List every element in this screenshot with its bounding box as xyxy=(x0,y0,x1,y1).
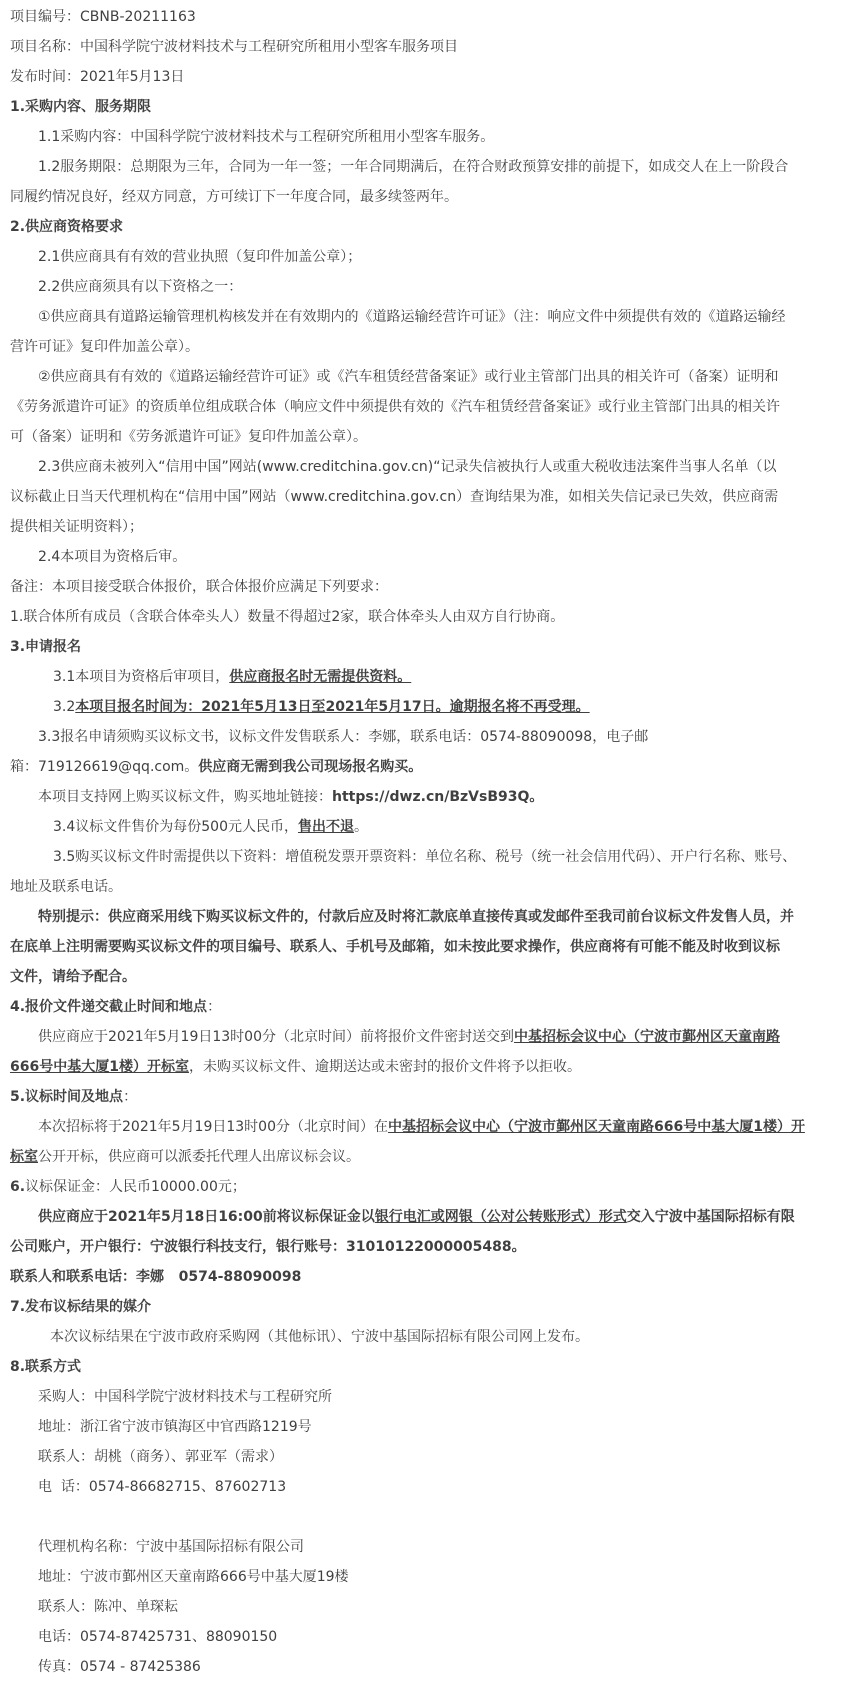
buyer-phone: 电 话：0574-86682715、87602713 xyxy=(38,1479,287,1495)
opening-line-2 xyxy=(10,1142,851,1172)
deposit-deadline: 供应商应于2021年5月18日16:00前将议标保证金以 xyxy=(38,1209,375,1225)
agency-phone: 电话：0574-87425731、88090150 xyxy=(38,1629,278,1645)
blank-spacer xyxy=(10,1502,851,1532)
registration-3-4 xyxy=(10,812,851,842)
section-6-number: 6. xyxy=(10,1179,26,1195)
registration-3-2-number: 3.2 xyxy=(53,699,76,715)
special-notice-line-1: 特别提示：供应商采用线下购买议标文件的，付款后应及时将汇款底单直接传真或发邮件至我司前台议标文件发售人员，并 xyxy=(38,909,794,925)
special-notice-line-2: 在底单上注明需要购买议标文件的项目编号、联系人、手机号及邮箱，如未按此要求操作，供应商将有可能不能及时收到议标 xyxy=(10,939,780,955)
section-7-title: 7.发布议标结果的媒介 xyxy=(10,1299,152,1315)
deadline-line-2 xyxy=(10,1052,851,1082)
registration-3-3-line-2 xyxy=(10,752,851,782)
section-4-title-text: 4.报价文件递交截止时间和地点 xyxy=(10,999,208,1015)
online-purchase-link[interactable]: https://dwz.cn/BzVsB93Q。 xyxy=(332,789,544,805)
deadline-text: 供应商应于2021年5月19日13时00分（北京时间）前将报价文件密封送交到 xyxy=(38,1029,514,1045)
deadline-venue-part-2: 666号中基大厦1楼）开标室 xyxy=(10,1059,189,1075)
buyer-contact: 联系人：胡桃（商务）、郭亚军（需求） xyxy=(38,1449,283,1465)
registration-3-4-text: 3.4议标文件售价为每份500元人民币， xyxy=(53,819,298,835)
section-6-title xyxy=(10,1172,851,1202)
project-name: 项目名称：中国科学院宁波材料技术与工程研究所租用小型客车服务项目 xyxy=(10,39,458,55)
opening-text: 本次招标将于2021年5月19日13时00分（北京时间）在 xyxy=(38,1119,388,1135)
option-2-line-3: 可（备案）证明和《劳务派遣许可证》复印件加盖公章）。 xyxy=(10,429,367,445)
registration-3-2-emphasis: 本项目报名时间为：2021年5月13日至2021年5月17日。逾期报名将不再受理。 xyxy=(75,699,590,715)
requirement-2-3-line-3: 提供相关证明资料）； xyxy=(10,519,143,535)
opening-venue-part-2: 标室 xyxy=(10,1149,38,1165)
service-period-line-2: 同履约情况良好，经双方同意，方可续订下一年度合同，最多续签两年。 xyxy=(10,189,458,205)
section-5-title-text: 5.议标时间及地点 xyxy=(10,1089,124,1105)
registration-3-3-emphasis: 供应商无需到我公司现场报名购买。 xyxy=(198,759,423,775)
online-purchase xyxy=(10,782,851,812)
section-8-title: 8.联系方式 xyxy=(10,1359,82,1375)
deposit-line-2: 公司账户，开户银行：宁波银行科技支行，银行账号：31010122000005488。 xyxy=(10,1239,526,1255)
section-5-title-colon: ： xyxy=(123,1089,138,1105)
consortium-note-1: 1.联合体所有成员（含联合体牵头人）数量不得超过2家，联合体牵头人由双方自行协商。 xyxy=(10,609,565,625)
requirement-2-3-line-2: 议标截止日当天代理机构在“信用中国”网站（www.creditchina.gov.cn）查询结果为准，如相关失信记录已失效，供应商需 xyxy=(10,489,779,505)
registration-3-5-line-2: 地址及联系电话。 xyxy=(10,879,122,895)
requirement-2-3-line-1: 2.3供应商未被列入“信用中国”网站(www.creditchina.gov.cn)“记录失信被执行人或重大税收违法案件当事人名单（以 xyxy=(38,459,777,475)
section-4-title-colon: ： xyxy=(207,999,222,1015)
deadline-venue-part-1: 中基招标会议中心（宁波市鄞州区天童南路 xyxy=(513,1029,780,1045)
result-media: 本次议标结果在宁波市政府采购网（其他标讯）、宁波中基国际招标有限公司网上发布。 xyxy=(50,1329,589,1345)
section-3-title: 3.申请报名 xyxy=(10,639,82,655)
deadline-line-1 xyxy=(10,1022,851,1052)
section-2-title: 2.供应商资格要求 xyxy=(10,219,124,235)
project-number: 项目编号：CBNB-20211163 xyxy=(10,9,196,25)
registration-3-1-emphasis: 供应商报名时无需提供资料。 xyxy=(229,669,412,685)
agency-address: 地址：宁波市鄞州区天童南路666号中基大厦19楼 xyxy=(38,1569,349,1585)
deposit-line-1 xyxy=(10,1202,851,1232)
no-refund-emphasis: 售出不退 xyxy=(298,819,354,835)
registration-3-2 xyxy=(10,692,851,722)
registration-email: 箱：719126619@qq.com。 xyxy=(10,759,199,775)
requirement-2-2: 2.2供应商须具有以下资格之一： xyxy=(38,279,243,295)
procurement-content: 1.1采购内容：中国科学院宁波材料技术与工程研究所租用小型客车服务。 xyxy=(38,129,495,145)
agency-contact: 联系人：陈冲、单琛耘 xyxy=(38,1599,178,1615)
deposit-amount: 议标保证金：人民币10000.00元； xyxy=(25,1179,246,1195)
requirement-2-1: 2.1供应商具有有效的营业执照（复印件加盖公章）； xyxy=(38,249,362,265)
registration-3-1-text: 3.1本项目为资格后审项目， xyxy=(53,669,230,685)
agency-fax: 传真：0574 - 87425386 xyxy=(38,1659,201,1675)
service-period-line-1: 1.2服务期限：总期限为三年，合同为一年一签；一年合同期满后，在符合财政预算安排的前提下，如成交人在上一阶段合 xyxy=(38,159,789,175)
deadline-rejection: ，未购买议标文件、逾期送达或未密封的报价文件将予以拒收。 xyxy=(188,1059,581,1075)
registration-3-1 xyxy=(10,662,851,692)
deposit-contact: 联系人和联系电话：李娜 0574-88090098 xyxy=(10,1269,302,1285)
requirement-2-4: 2.4本项目为资格后审。 xyxy=(38,549,187,565)
option-2-line-1: ②供应商具有有效的《道路运输经营许可证》或《汽车租赁经营备案证》或行业主管部门出具的相关许可（备案）证明和 xyxy=(38,369,779,385)
opening-line-1 xyxy=(10,1112,851,1142)
special-notice-line-3: 文件，请给予配合。 xyxy=(10,969,136,985)
section-1-title: 1.采购内容、服务期限 xyxy=(10,99,152,115)
option-2-line-2: 《劳务派遣许可证》的资质单位组成联合体（响应文件中须提供有效的《汽车租赁经营备案证》或行业主管部门出具的相关许 xyxy=(10,399,780,415)
registration-3-4-end: 。 xyxy=(354,819,368,835)
option-1-line-2: 营许可证》复印件加盖公章）。 xyxy=(10,339,199,355)
option-1-line-1: ①供应商具有道路运输管理机构核发并在有效期内的《道路运输经营许可证》（注：响应文件中须提供有效的《道路运输经 xyxy=(38,309,786,325)
registration-3-5-line-1: 3.5购买议标文件时需提供以下资料：增值税发票开票资料：单位名称、税号（统一社会信用代码）、开户行名称、账号、 xyxy=(53,849,797,865)
deposit-method: 银行电汇或网银（公对公转账形式）形式 xyxy=(374,1209,627,1225)
section-4-title xyxy=(10,992,851,1022)
opening-venue-part-1: 中基招标会议中心（宁波市鄞州区天童南路666号中基大厦1楼）开 xyxy=(387,1119,805,1135)
opening-attend: 公开开标，供应商可以派委托代理人出席议标会议。 xyxy=(38,1149,360,1165)
registration-3-3-line-1: 3.3报名申请须购买议标文书，议标文件发售联系人：李娜，联系电话：0574-88090098，电子邮 xyxy=(38,729,649,745)
publish-date: 发布时间：2021年5月13日 xyxy=(10,69,185,85)
buyer-name: 采购人：中国科学院宁波材料技术与工程研究所 xyxy=(38,1389,332,1405)
consortium-note: 备注：本项目接受联合体报价，联合体报价应满足下列要求： xyxy=(10,579,388,595)
deposit-recipient: 交入宁波中基国际招标有限 xyxy=(626,1209,795,1225)
section-5-title xyxy=(10,1082,851,1112)
buyer-address: 地址：浙江省宁波市镇海区中官西路1219号 xyxy=(38,1419,312,1435)
online-purchase-text: 本项目支持网上购买议标文件，购买地址链接： xyxy=(38,789,332,805)
agency-name: 代理机构名称：宁波中基国际招标有限公司 xyxy=(38,1539,304,1555)
